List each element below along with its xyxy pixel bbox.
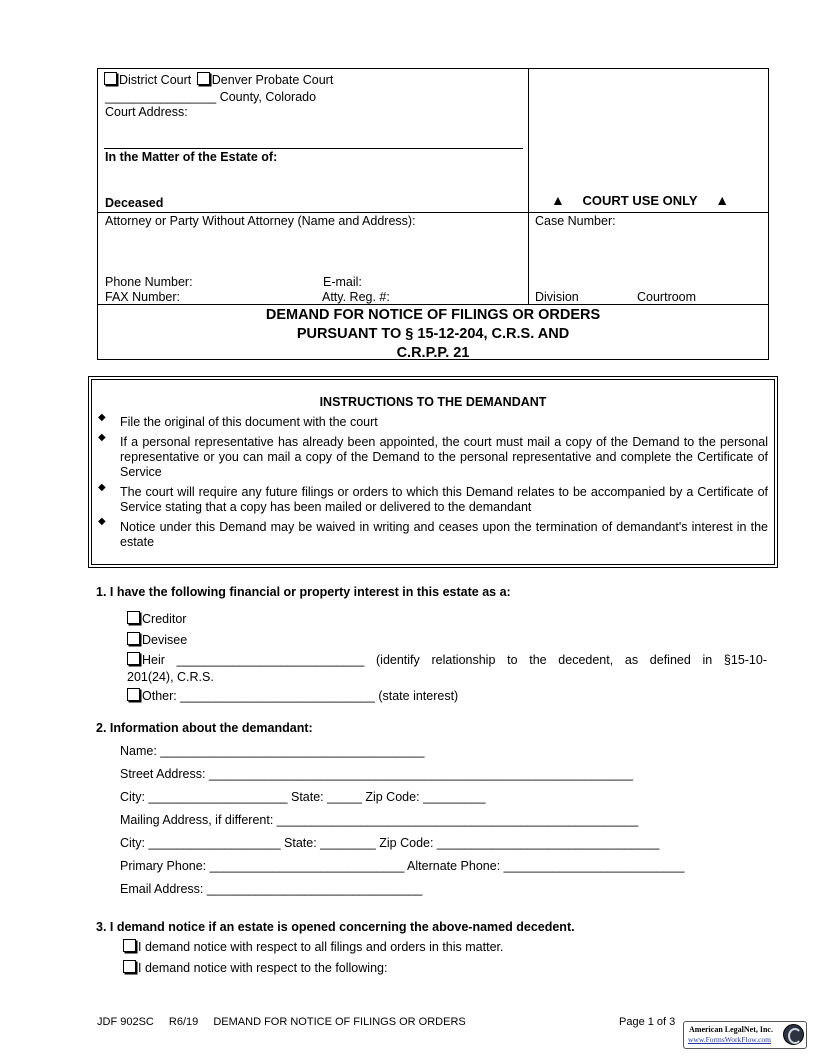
name-field[interactable]: Name: ______________________________________ — [120, 744, 425, 758]
heir-line-2: 201(24), C.R.S. — [127, 670, 214, 684]
footer-form-id: JDF 902SC — [97, 1016, 154, 1028]
phone-label: Phone Number: — [105, 275, 193, 289]
heir-label[interactable]: Heir ___________________________ (identify relationship to the decedent, as defined in §15-10- — [142, 653, 767, 667]
court-type-row — [104, 72, 333, 87]
fax-label: FAX Number: — [105, 290, 181, 304]
caption-divider-1 — [97, 212, 769, 213]
section2-heading: 2. Information about the demandant: — [96, 721, 313, 735]
triangle-up-icon: ▲ — [715, 192, 730, 208]
email-field[interactable]: Email Address: _______________________________ — [120, 882, 423, 896]
phone-fields[interactable]: Primary Phone: ____________________________ Alternate Phone: __________________________ — [120, 859, 685, 873]
heir-checkbox[interactable] — [127, 652, 140, 665]
footer-form-info — [97, 1016, 466, 1028]
case-number-label: Case Number: — [535, 214, 616, 228]
devisee-label: Devisee — [142, 633, 188, 647]
notice-following-checkbox[interactable] — [123, 960, 136, 973]
notice-following-label: I demand notice with respect to the following: — [138, 961, 388, 975]
division-label: Division — [535, 290, 579, 304]
instruction-item-3: The court will require any future filings or orders to which this Demand relates to be accompanied by a Certificate of Service stating that a copy has been mailed or delivered to the demandant — [120, 485, 768, 514]
instruction-item-2: If a personal representative has already been appointed, the court must mail a copy of the Demand to the personal representative or you can mail a copy of the Demand to the personal representative and complete the Certificate of Service — [120, 435, 768, 479]
creditor-option — [127, 611, 186, 626]
creditor-checkbox[interactable] — [127, 611, 140, 624]
other-label[interactable]: Other: ____________________________ (state interest) — [142, 689, 459, 703]
atty-reg-label: Atty. Reg. #: — [322, 290, 390, 304]
american-legalnet-logo — [683, 1021, 807, 1049]
footer-revision: R6/19 — [168, 1016, 199, 1028]
court-address-label: Court Address: — [105, 105, 188, 119]
logo-company-name: American LegalNet, Inc. — [689, 1025, 773, 1034]
instruction-item-1: File the original of this document with the court — [120, 415, 378, 429]
notice-all-label: I demand notice with respect to all filings and orders in this matter. — [138, 940, 504, 954]
bullet-icon: ◆ — [98, 516, 106, 527]
denver-probate-label: Denver Probate Court — [211, 73, 334, 87]
instruction-item-4: Notice under this Demand may be waived in writing and ceases upon the termination of demandant's interest in the estate — [120, 520, 768, 549]
email-label: E-mail: — [323, 275, 362, 289]
matter-label: In the Matter of the Estate of: — [105, 150, 278, 164]
logo-url: www.FormsWorkFlow.com — [688, 1035, 772, 1044]
document-title — [97, 305, 769, 363]
bullet-icon: ◆ — [98, 482, 106, 493]
notice-all-checkbox[interactable] — [123, 939, 136, 952]
heir-option — [127, 652, 767, 667]
devisee-option — [127, 632, 187, 647]
notice-all-option — [123, 939, 503, 954]
logo-globe-icon — [783, 1024, 804, 1045]
denver-probate-checkbox[interactable] — [197, 72, 210, 85]
county-line[interactable]: ________________ County, Colorado — [105, 90, 317, 104]
court-use-only — [551, 192, 729, 208]
bullet-icon: ◆ — [98, 432, 106, 443]
district-court-checkbox[interactable] — [104, 72, 117, 85]
footer-page-number: Page 1 of 3 — [619, 1016, 676, 1028]
court-use-only-label: COURT USE ONLY — [582, 193, 698, 208]
title-line-2: PURSUANT TO § 15-12-204, C.R.S. AND — [296, 326, 570, 342]
section1-heading: 1. I have the following financial or property interest in this estate as a: — [96, 585, 511, 599]
street-address-field[interactable]: Street Address: _____________________________________________________________ — [120, 767, 634, 781]
mailing-city-state-zip-field[interactable]: City: ___________________ State: ________ Zip Code: ________________________________ — [120, 836, 660, 850]
creditor-label: Creditor — [142, 612, 187, 626]
title-line-1: DEMAND FOR NOTICE OF FILINGS OR ORDERS — [265, 307, 601, 323]
courtroom-label: Courtroom — [637, 290, 697, 304]
other-checkbox[interactable] — [127, 688, 140, 701]
deceased-label: Deceased — [105, 196, 164, 210]
section3-heading: 3. I demand notice if an estate is opened concerning the above-named decedent. — [96, 920, 575, 934]
devisee-checkbox[interactable] — [127, 632, 140, 645]
notice-following-option — [123, 960, 387, 975]
other-option — [127, 688, 458, 703]
instructions-heading: INSTRUCTIONS TO THE DEMANDANT — [319, 395, 547, 409]
matter-underline — [104, 148, 523, 149]
title-line-3: C.R.P.P. 21 — [396, 345, 470, 361]
mailing-address-field[interactable]: Mailing Address, if different: ____________________________________________________ — [120, 813, 639, 827]
footer-title: DEMAND FOR NOTICE OF FILINGS OR ORDERS — [213, 1016, 466, 1028]
city-state-zip-field[interactable]: City: ____________________ State: _____ Zip Code: _________ — [120, 790, 486, 804]
attorney-label: Attorney or Party Without Attorney (Name and Address): — [105, 214, 416, 228]
triangle-up-icon: ▲ — [551, 192, 565, 208]
bullet-icon: ◆ — [98, 412, 106, 423]
district-court-label: District Court — [119, 73, 192, 87]
caption-divider-vertical — [528, 68, 529, 305]
